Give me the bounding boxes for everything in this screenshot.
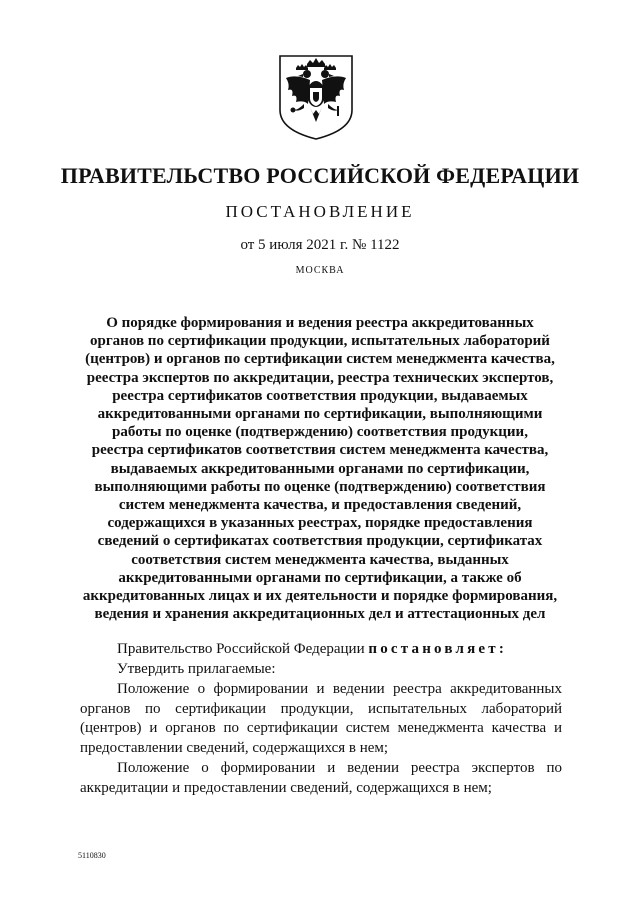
- title-line: аккредитованными органами по сертификации, а также об: [118, 569, 522, 586]
- city: МОСКВА: [295, 265, 345, 276]
- decree-word: постановляет:: [368, 641, 508, 657]
- intro-paragraph: [80, 640, 562, 660]
- title-line: содержащихся в указанных реестрах, порядке предоставления: [107, 515, 533, 532]
- title-line: реестра сертификатов соответствия продукции, выдаваемых: [112, 387, 528, 404]
- title-line: реестра экспертов по аккредитации, реестра технических экспертов,: [86, 369, 554, 386]
- title-line: соответствия систем менеджмента качества, выданных: [131, 551, 509, 568]
- title-line: работы по оценке (подтверждению) соответствия продукции,: [112, 424, 528, 441]
- title-line: (центров) и органов по сертификации систем менеджмента качества,: [85, 351, 555, 368]
- title-line: выполняющими работы по оценке (подтверждению) соответствия: [94, 478, 546, 495]
- regulation-item-2: Положение о формировании и ведении реестра экспертов по аккредитации и предоставлении сведений, содержащихся в нем;: [80, 760, 562, 796]
- title-line: органов по сертификации продукции, испытательных лабораторий: [90, 333, 550, 350]
- title-line: выдаваемых аккредитованными органами по сертификации,: [110, 460, 530, 477]
- government-title: ПРАВИТЕЛЬСТВО РОССИЙСКОЙ ФЕДЕРАЦИИ: [60, 163, 580, 188]
- title-line: реестра сертификатов соответствия систем менеджмента качества,: [91, 442, 549, 459]
- decree-date-number: от 5 июля 2021 г. № 1122: [240, 237, 400, 253]
- title-line: сведений о сертификатах соответствия продукции, сертификатах: [97, 533, 543, 550]
- regulation-item-1: Положение о формировании и ведении реестра аккредитованных органов по сертификации продукции, испытательных лабораторий (центров) и органов по сертификации систем менеджмента качества и предоставлении сведений, содержащихся в нем;: [80, 681, 562, 756]
- title-line: аккредитованных лицах и их деятельности и порядке формирования,: [82, 588, 558, 605]
- russian-coat-of-arms-icon: [274, 52, 358, 142]
- title-line: аккредитованными органами по сертификации, выполняющими: [97, 406, 543, 423]
- decree-title: [80, 314, 560, 623]
- document-type: ПОСТАНОВЛЕНИЕ: [225, 202, 415, 221]
- title-line: ведения и хранения аккредитационных дел и аттестационных дел: [94, 606, 546, 623]
- document-code: 5110830: [78, 851, 106, 860]
- approve-paragraph: Утвердить прилагаемые:: [117, 660, 276, 677]
- decree-body: [80, 640, 562, 798]
- intro-text: Правительство Российской Федерации: [117, 641, 365, 657]
- title-line: О порядке формирования и ведения реестра аккредитованных: [106, 315, 534, 331]
- title-line: систем менеджмента качества, и предоставления сведений,: [118, 497, 522, 514]
